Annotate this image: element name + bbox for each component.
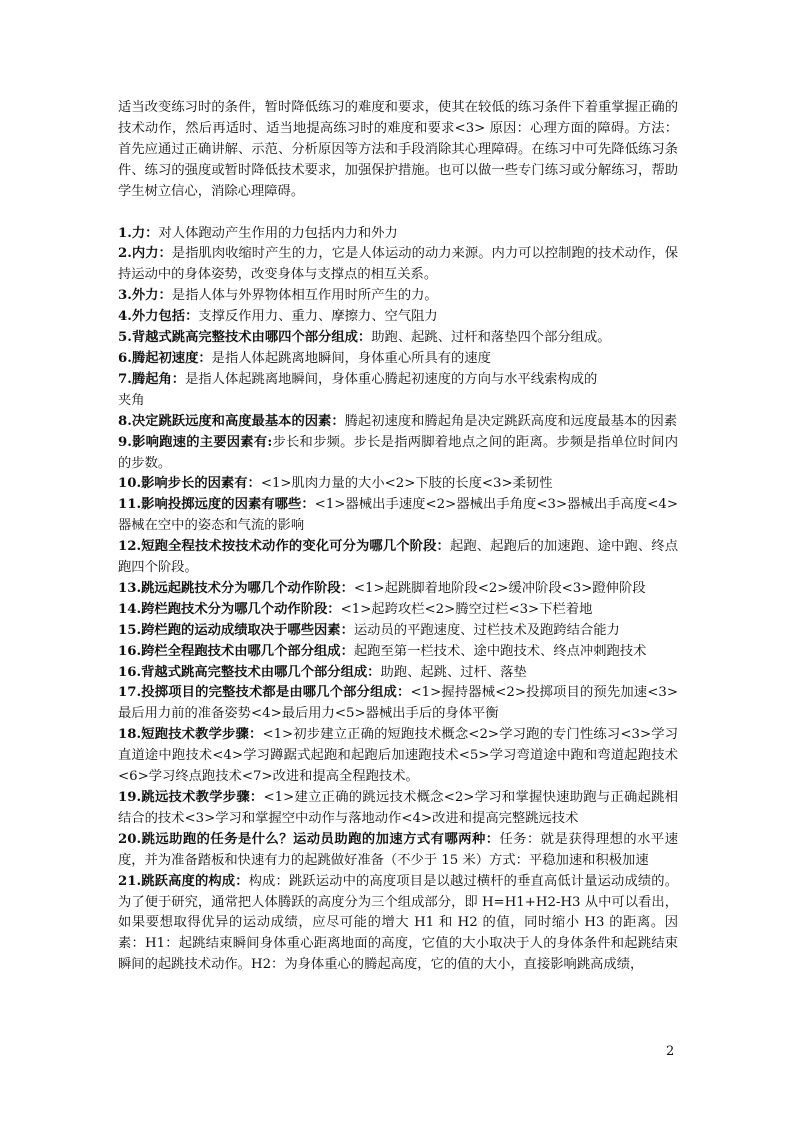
definition-item <box>118 642 678 663</box>
definition-item <box>118 725 678 788</box>
definition-term: 8.决定跳跃远度和高度最基本的因素： <box>118 413 345 429</box>
definition-text: 是指人体起跳离地瞬间，身体重心所具有的速度 <box>211 350 491 366</box>
definition-text: <1>肌肉力量的大小<2>下肢的长度<3>柔韧性 <box>260 476 553 492</box>
definition-term: 5.背越式跳高完整技术由哪四个部分组成： <box>118 330 372 346</box>
definition-term: 15.跨栏跑的运动成绩取决于哪些因素： <box>118 622 354 638</box>
definition-term: 20.跳远助跑的任务是什么？运动员助跑的加速方式有哪两种： <box>118 831 500 847</box>
definition-item <box>118 663 678 684</box>
definition-item <box>118 537 678 579</box>
definition-term: 18.短跑技术教学步骤： <box>118 727 263 743</box>
definition-item <box>118 621 678 642</box>
definition-text: <1>起跳脚着地阶段<2>缓冲阶段<3>蹬伸阶段 <box>353 580 646 596</box>
definition-term: 7.腾起角： <box>118 371 186 387</box>
definition-text: 起跑、起跑后的加速跑、途中跑、终点跑四个阶段。 <box>118 539 678 576</box>
definition-text: 腾起初速度和腾起角是决定跳跃高度和远度最基本的因素 <box>344 413 678 429</box>
definition-item <box>118 412 678 433</box>
definition-text: 任务：就是获得理想的水平速度，并为准备踏板和快速有力的起跳做好准备（不少于 15 米）方式：平稳加速和积极加速 <box>118 831 678 868</box>
definition-item <box>118 495 678 537</box>
definition-term: 10.影响步长的因素有： <box>118 476 261 492</box>
definition-item <box>118 579 678 600</box>
definition-text: 助跑、起跳、过杆、落垫 <box>380 664 527 680</box>
definition-item <box>118 328 678 349</box>
definition-term: 19.跳远技术教学步骤： <box>118 790 264 805</box>
definition-item <box>118 600 678 621</box>
definition-list <box>118 224 678 977</box>
definition-item <box>118 683 678 725</box>
definition-item <box>118 307 678 328</box>
definition-item <box>118 370 678 412</box>
definition-text: 支撑反作用力、重力、摩擦力、空气阻力 <box>198 309 438 325</box>
definition-term: 6.腾起初速度： <box>118 350 212 366</box>
definition-text: <1>器械出手速度<2>器械出手角度<3>器械出手高度<4>器械在空中的姿态和气流的影响 <box>118 497 678 534</box>
definition-text: 运动员的平跑速度、过栏技术及跑跨结合能力 <box>353 622 620 638</box>
intro-paragraph: 适当改变练习时的条件，暂时降低练习的难度和要求，使其在较低的练习条件下着重掌握正确的技术动作，然后再适时、适当地提高练习时的难度和要求<3> 原因：心理方面的障碍。方法：首先应通过正确讲解、示范、分析原因等方法和手段消除其心理障碍。在练习中可先降低练习条件、练习的强度或暂时降低技术要求，加强保护措施。也可以做一些专门练习或分解练习，帮助学生树立信心，消除心理障碍。 <box>118 100 678 199</box>
definition-item <box>118 224 678 245</box>
definition-text: 对人体跑动产生作用的力包括内力和外力 <box>158 225 398 241</box>
definition-item <box>118 474 678 495</box>
definition-term: 11.影响投掷远度的因素有哪些： <box>118 497 315 513</box>
definition-term: 2.内力： <box>118 246 172 262</box>
definition-text: 步长和步频。步长是指两脚着地点之间的距离。步频是指单位时间内的步数。 <box>118 434 678 471</box>
definition-term: 1.力： <box>118 225 159 241</box>
definition-text: 起跑至第一栏技术、途中跑技术、终点冲刺跑技术 <box>353 643 647 659</box>
definition-term: 17.投掷项目的完整技术都是由哪几个部分组成： <box>118 685 411 701</box>
paragraph-gap <box>118 203 678 224</box>
definition-term: 9.影响跑速的主要因素有: <box>118 434 273 450</box>
definition-text: <1>握持器械<2>投掷项目的预先加速<3>最后用力前的准备姿势<4>最后用力<5>器械出手后的身体平衡 <box>118 685 678 722</box>
definition-term: 16.跨栏全程跑技术由哪几个部分组成： <box>118 643 354 659</box>
definition-item <box>118 349 678 370</box>
definition-item <box>118 286 678 307</box>
definition-term: 16.背越式跳高完整技术由哪几个部分组成： <box>118 664 381 680</box>
definition-text: 构成：跳跃运动中的高度项目是以越过横杆的垂直高低计量运动成绩的。为了便于研究，通常把人体腾跃的高度分为三个组成部分，即 H=H1+H2-H3 从中可以看出，如果要想取得优异的运动成绩，应尽可能的增大 H1 和 H2 的值，同时缩小 H3 的距离。因素：H1：起跳结束瞬间身体重心距离地面的高度，它值的大小取决于人的身体条件和起跳结束瞬间的起跳技术动作。H2：为身体重心的腾起高度，它的值的大小，直接影响跳高成绩， <box>118 873 679 973</box>
definition-text: <1>起跨攻栏<2>腾空过栏<3>下栏着地 <box>340 601 593 617</box>
page-content <box>118 98 678 976</box>
definition-item <box>118 872 678 977</box>
definition-term: 4.外力包括： <box>118 309 199 325</box>
page-number: 2 <box>666 1044 675 1059</box>
definition-text: 是指人体与外界物体相互作用时所产生的力。 <box>171 288 438 304</box>
definition-term: 13.跳远起跳技术分为哪几个动作阶段： <box>118 580 354 596</box>
definition-text: 助跑、起跳、过杆和落垫四个部分组成。 <box>371 330 611 346</box>
definition-text: <1>建立正确的跳远技术概念<2>学习和掌握快速助跑与正确起跳相结合的技术<3>学习和掌握空中动作与落地动作<4>改进和提高完整跳远技术 <box>118 790 679 826</box>
definition-item <box>118 433 678 475</box>
definition-text: 是指人体起跳离地瞬间，身体重心腾起初速度的方向与水平线索构成的 夹角 <box>118 371 598 408</box>
definition-item <box>118 830 678 872</box>
definition-term: 21.跳跃高度的构成： <box>118 873 249 889</box>
definition-term: 3.外力： <box>118 288 172 304</box>
definition-item <box>118 244 678 286</box>
definition-text: <1>初步建立正确的短跑技术概念<2>学习跑的专门性练习<3>学习直道途中跑技术<4>学习蹲踞式起跑和起跑后加速跑技术<5>学习弯道途中跑和弯道起跑技术<6>学习终点跑技术<7>改进和提高全程跑技术。 <box>118 727 678 785</box>
definition-term: 12.短跑全程技术按技术动作的变化可分为哪几个阶段： <box>118 539 450 555</box>
definition-text: 是指肌肉收缩时产生的力，它是人体运动的动力来源。内力可以控制跑的技术动作，保持运动中的身体姿势，改变身体与支撑点的相互关系。 <box>118 246 679 283</box>
definition-item <box>118 788 678 830</box>
definition-term: 14.跨栏跑技术分为哪几个动作阶段： <box>118 601 341 617</box>
